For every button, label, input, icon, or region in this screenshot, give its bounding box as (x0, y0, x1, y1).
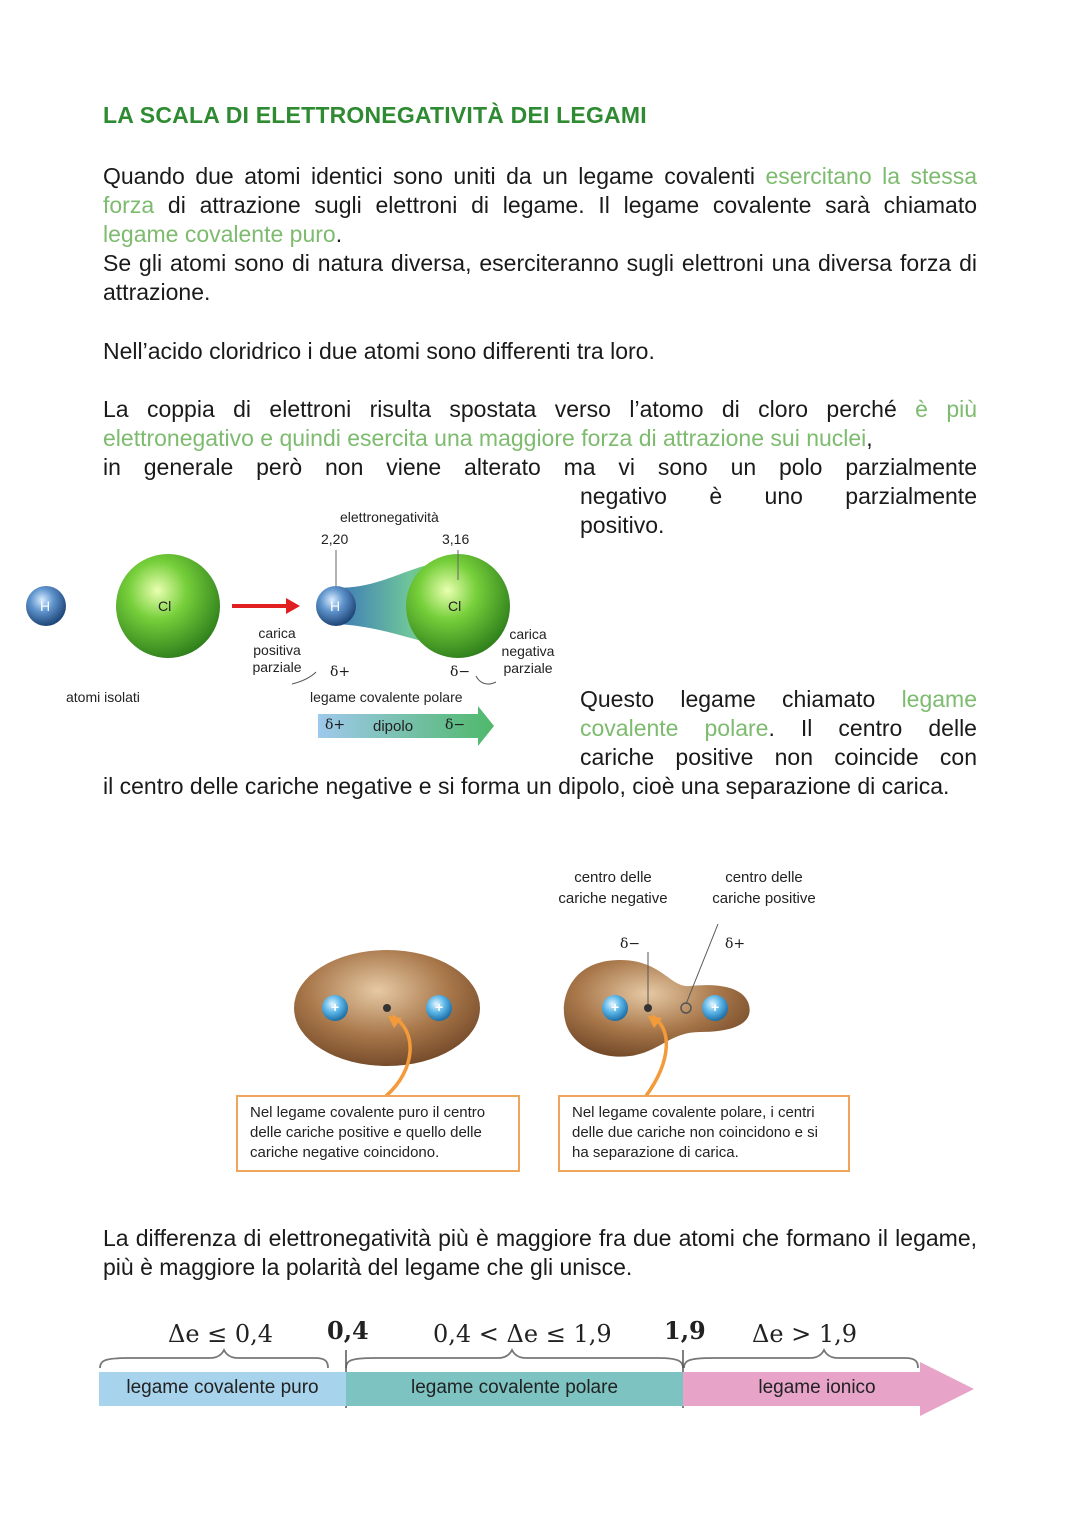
polar-bond-label: legame covalente polare (310, 689, 463, 705)
highlight: covalente polare (580, 715, 769, 741)
text: La coppia di elettroni risulta spostata verso l’atomo di cloro perché (103, 396, 916, 422)
electronegativity-label: elettronegatività (340, 509, 439, 525)
paragraph-shift-cont (580, 482, 977, 540)
dipole-delta-minus: δ− (445, 717, 466, 733)
range-pure: Δe ≤ 0,4 (168, 1320, 274, 1348)
dipole-delta-plus: δ+ (325, 717, 346, 733)
isolated-atoms-label: atomi isolati (66, 689, 140, 705)
highlight: è più elettronegativo e quindi esercita una maggiore forza di attrazione sui nuclei (103, 396, 978, 451)
segment-ionic-label: legame ionico (758, 1377, 876, 1398)
neg-center-label: centro delle cariche negative (558, 869, 668, 907)
boundary-high: 1,9 (664, 1316, 706, 1345)
range-ionic: Δe > 1,9 (752, 1320, 858, 1348)
delta-plus: δ+ (330, 664, 351, 680)
highlight: legame covalente puro (103, 221, 336, 247)
paragraph-difference: La differenza di elettronegatività più è maggiore fra due atomi che formano il legame, più è maggiore la polarità del legame che gli unisce. (103, 1225, 977, 1280)
h-label-bonded: H (330, 598, 341, 614)
paragraph-polar (580, 685, 977, 772)
paragraph-hcl: Nell’acido cloridrico i due atomi sono differenti tra loro. (103, 338, 655, 364)
center-dot (383, 1004, 391, 1012)
cl-label-isolated: Cl (158, 598, 172, 614)
en-cl-value: 3,16 (442, 531, 470, 547)
h-label-isolated: H (40, 598, 51, 614)
boundary-low: 0,4 (327, 1316, 369, 1345)
negative-charge-label: carica negativa parziale (501, 626, 555, 676)
text: . (335, 221, 343, 247)
text: positivo. (580, 512, 665, 538)
caption-polar-bond: Nel legame covalente polare, i centri delle due cariche non coincidono e si ha separazione di carica. (558, 1095, 850, 1172)
red-arrow-icon (286, 598, 300, 614)
brace-ionic (684, 1350, 918, 1368)
text: Se gli atomi sono di natura diversa, eserciteranno sugli elettroni una diversa forza di attrazione. (103, 250, 977, 305)
positive-charge-label: carica positiva parziale (252, 625, 302, 675)
delta-minus: δ− (620, 936, 641, 952)
pos-center-label: centro delle cariche positive (712, 869, 816, 907)
paragraph-intro (103, 162, 977, 307)
neg-center-dot (644, 1004, 652, 1012)
text: . Il centro delle (768, 715, 977, 741)
en-h-value: 2,20 (321, 531, 349, 547)
dipole-label: dipolo (373, 718, 414, 735)
text: , (866, 425, 873, 451)
caption-pure-bond: Nel legame covalente puro il centro delle cariche positive e quello delle cariche negative coincidono. (236, 1095, 520, 1172)
paragraph-polar-cont: il centro delle cariche negative e si forma un dipolo, cioè una separazione di carica. (103, 773, 950, 799)
text: cariche positive non coincide con (580, 744, 977, 770)
range-polar: 0,4 < Δe ≤ 1,9 (433, 1320, 612, 1348)
brace-polar (346, 1350, 683, 1368)
highlight: legame (901, 686, 977, 712)
highlight: esercitano la stessa forza (103, 163, 977, 218)
brace-pure (100, 1350, 328, 1368)
text: Questo legame chiamato (580, 686, 902, 712)
plus-sign: + (331, 999, 340, 1015)
plus-sign: + (711, 999, 720, 1015)
plus-sign: + (435, 999, 444, 1015)
paragraph-shift (103, 395, 977, 482)
cl-label-bonded: Cl (448, 598, 462, 614)
page-title: LA SCALA DI ELETTRONEGATIVITÀ DEI LEGAMI (103, 102, 647, 128)
segment-polar-label: legame covalente polare (410, 1377, 619, 1398)
text: negativo è uno parzialmente (580, 483, 977, 509)
text: Quando due atomi identici sono uniti da un legame covalenti (103, 163, 766, 189)
segment-pure-label: legame covalente puro (126, 1377, 319, 1398)
delta-minus: δ− (450, 664, 471, 680)
text: di attrazione sugli elettroni di legame. Il legame covalente sarà chiamato (154, 192, 977, 218)
text: in generale però non viene alterato ma vi sono un polo parzialmente (103, 454, 977, 480)
delta-plus: δ+ (725, 936, 746, 952)
plus-sign: + (611, 999, 620, 1015)
